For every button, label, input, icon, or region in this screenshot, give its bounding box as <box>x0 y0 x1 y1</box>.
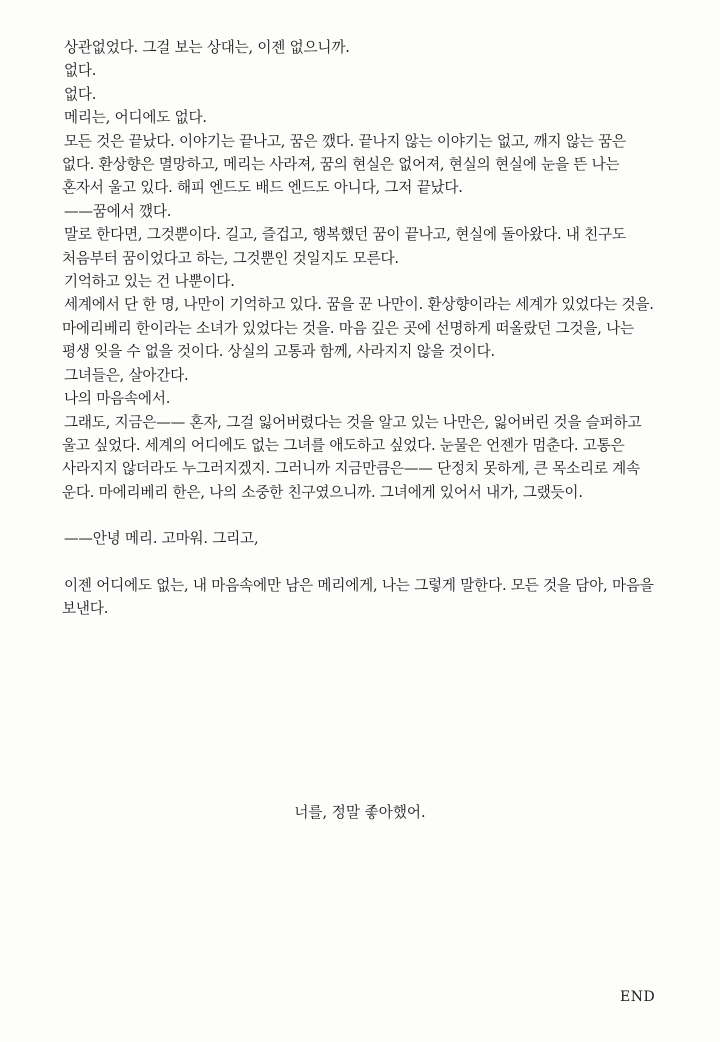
paragraph: ——꿈에서 깼다. <box>64 202 172 220</box>
closing-line: 너를, 정말 좋아했어. <box>294 804 426 821</box>
paragraph: 없다. <box>64 62 97 80</box>
paragraph: 세계에서 단 한 명, 나만이 기억하고 있다. 꿈을 꾼 나만이. 환상향이라는 세계가 있었다는 것을. 마에리베리 한이라는 소녀가 있었다는 것을. 마음 깊은 곳에 선명하게 떠올랐던 그것을, 나는 평생 잊을 수 없을 것이다. 상실의 고통과 함께, 사라지지 않을 것이다. <box>62 296 654 361</box>
paragraph: 그래도, 지금은—— 혼자, 그걸 잃어버렸다는 것을 알고 있는 나만은, 잃어버린 것을 슬퍼하고 울고 싶었다. 세계의 어디에도 없는 그녀를 애도하고 싶었다. 눈물은 언젠가 멈춘다. 고통은 사라지지 않더라도 누그러지겠지. 그러니까 지금만큼은—— 단정치 못하게, 큰 목소리로 계속 운다. 마에리베리 한은, 나의 소중한 친구였으니까. 그녀에게 있어서 내가, 그랬듯이. <box>62 413 642 501</box>
paragraph: 메리는, 어디에도 없다. <box>64 109 207 127</box>
body-text <box>62 36 662 620</box>
end-mark: END <box>620 989 656 1005</box>
paragraph: 기억하고 있는 건 나뿐이다. <box>64 273 235 291</box>
paragraph: 상관없었다. 그걸 보는 상대는, 이젠 없으니까. <box>64 39 350 56</box>
paragraph: 그녀들은, 살아간다. <box>64 366 189 384</box>
paragraph: 없다. <box>64 85 97 103</box>
paragraph: ——안녕 메리. 고마워. 그리고, <box>64 530 259 548</box>
paragraph: 모든 것은 끝났다. 이야기는 끝나고, 꿈은 깼다. 끝나지 않는 이야기는 없고, 깨지 않는 꿈은 없다. 환상향은 멸망하고, 메리는 사라져, 꿈의 현실은 없어져, 현실의 현실에 눈을 뜬 나는 혼자서 울고 있다. 해피 엔드도 배드 엔드도 아니다, 그저 끝났다. <box>62 132 626 197</box>
paragraph: 이젠 어디에도 없는, 내 마음속에만 남은 메리에게, 나는 그렇게 말한다. 모든 것을 담아, 마음을 보낸다. <box>62 576 654 617</box>
paragraph: 나의 마음속에서. <box>64 390 171 408</box>
paragraph: 말로 한다면, 그것뿐이다. 길고, 즐겁고, 행복했던 꿈이 끝나고, 현실에 돌아왔다. 내 친구도 처음부터 꿈이었다고 하는, 그것뿐인 것일지도 모른다. <box>62 226 626 267</box>
